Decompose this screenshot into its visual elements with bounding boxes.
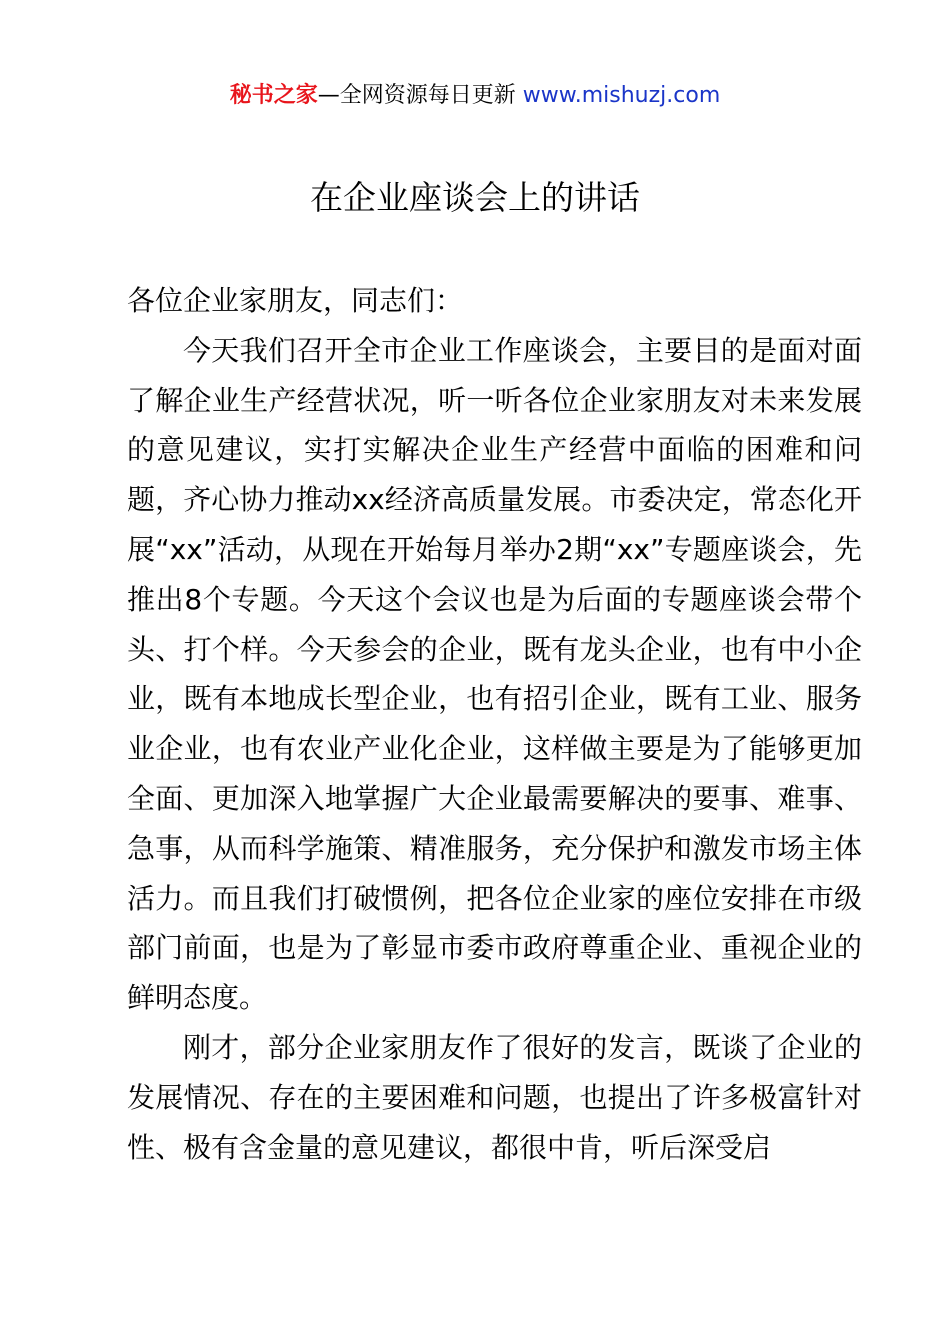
salutation: 各位企业家朋友，同志们：: [127, 284, 464, 317]
document-title: 在企业座谈会上的讲话: [310, 178, 640, 217]
paragraph-1: 今天我们召开全市企业工作座谈会，主要目的是面对面了解企业生产经营状况，听一听各位企业家朋友对未来发展的意见建议，实打实解决企业生产经营中面临的困难和问题，齐心协力推动xx经济高质量发展。市委决定，常态化开展“xx”活动，从现在开始每月举办2期“xx”专题座谈会，先推出8个专题。今天这个会议也是为后面的专题座谈会带个头、打个样。今天参会的企业，既有龙头企业，也有中小企业，既有本地成长型企业，也有招引企业，既有工业、服务业企业，也有农业产业化企业，这样做主要是为了能够更加全面、更加深入地掌握广大企业最需要解决的要事、难事、急事，从而科学施策、精准服务，充分保护和激发市场主体活力。而且我们打破惯例，把各位企业家的座位安排在市级部门前面，也是为了彰显市委市政府尊重企业、重视企业的鲜明态度。: [127, 333, 862, 1015]
document-body: [127, 276, 862, 1172]
site-header: [0, 80, 950, 112]
site-url[interactable]: www.mishuzj.com: [522, 83, 721, 108]
header-tagline: —全网资源每日更新: [317, 83, 516, 108]
paragraph-2: 刚才，部分企业家朋友作了很好的发言，既谈了企业的发展情况、存在的主要困难和问题，也提出了许多极富针对性、极有含金量的意见建议，都很中肯，听后深受启: [127, 1030, 862, 1164]
brand-name: 秘书之家: [229, 83, 318, 108]
